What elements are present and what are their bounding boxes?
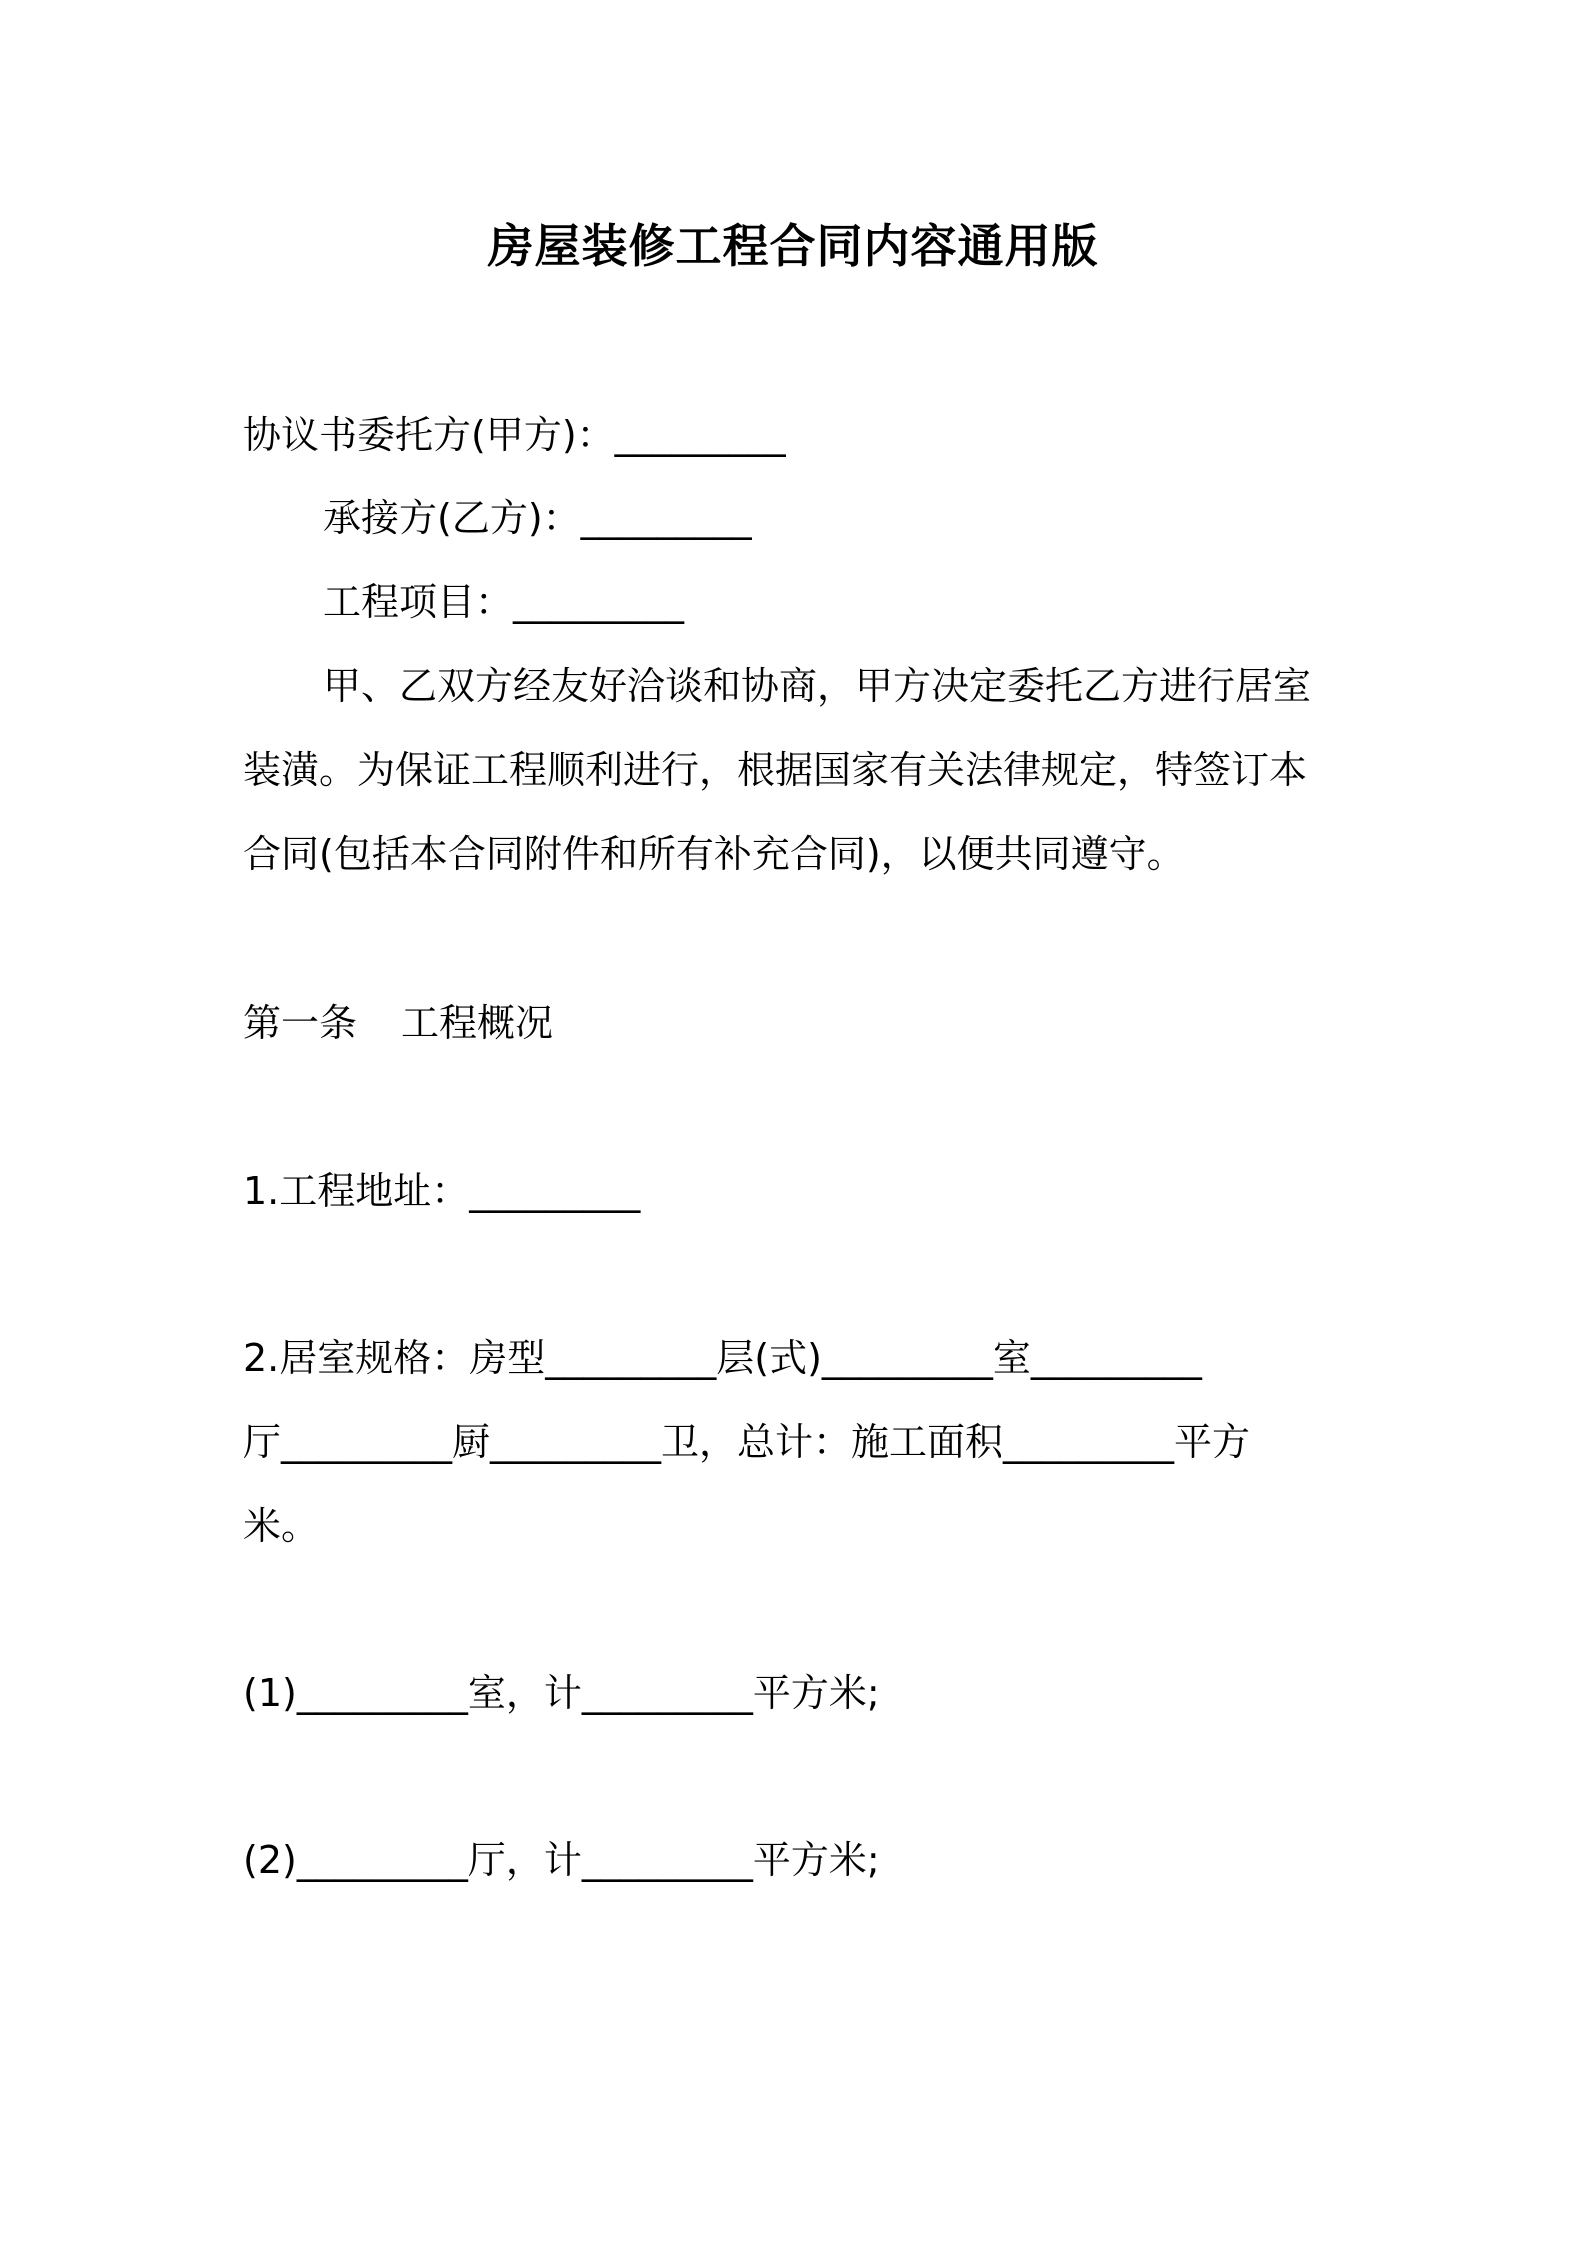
item-room-spec-line-1: 2.居室规格：房型_________层(式)_________室_________ [243,1336,1202,1380]
item-address: 1.工程地址：_________ [243,1169,641,1213]
article-number: 第一条 [243,1001,358,1045]
intro-line-3: 合同(包括本合同附件和所有补充合同)，以便共同遵守。 [243,832,1185,876]
intro-line-2: 装潢。为保证工程顺利进行，根据国家有关法律规定，特签订本 [243,748,1308,792]
contractor-party-line: 承接方(乙方)：_________ [323,496,752,540]
document-title: 房屋装修工程合同内容通用版 [487,219,1099,273]
sub-item-2: (2)_________厅，计_________平方米; [243,1838,880,1882]
article-title: 工程概况 [401,1001,554,1045]
article-1-heading [243,995,553,1051]
sub-item-1: (1)_________室，计_________平方米; [243,1671,880,1715]
item-room-spec-line-3: 米。 [243,1504,320,1548]
project-line: 工程项目：_________ [323,580,685,624]
intro-line-1 [323,658,1355,714]
item-room-spec-line-2: 厅_________厨_________卫，总计：施工面积_________平方 [243,1420,1251,1464]
intro-text-1: 甲、乙双方经友好洽谈和协商，甲方决定委托乙方进行居室 [323,664,1312,708]
client-party-line: 协议书委托方(甲方)：_________ [243,413,786,457]
